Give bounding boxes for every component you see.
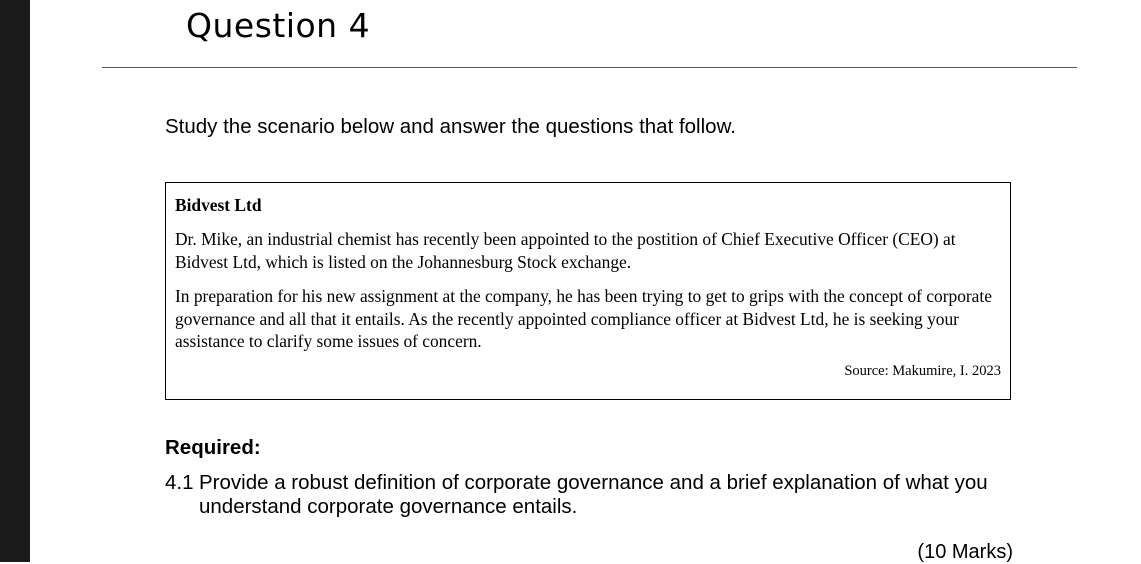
scenario-box — [165, 182, 1011, 400]
scenario-paragraph: Dr. Mike, an industrial chemist has recently been appointed to the postition of Chief Executive Officer (CEO) at Bidvest Ltd, which is listed on the Johannesburg Stock exchange. — [175, 229, 956, 272]
instruction-text: Study the scenario below and answer the questions that follow. — [165, 115, 736, 138]
question-item — [165, 471, 1025, 519]
required-heading: Required: — [165, 436, 261, 459]
marks-label: (10 Marks) — [917, 541, 1013, 563]
title-divider — [102, 67, 1077, 68]
scenario-title: Bidvest Ltd — [175, 195, 262, 215]
question-number: 4.1 — [165, 471, 194, 494]
scenario-paragraph: In preparation for his new assignment at the company, he has been trying to get to grips with the concept of corporate governance and all that it entails. As the recently appointed compliance officer at Bidvest Ltd, he is seeking your assistance to clarify some issues of concern. — [175, 286, 992, 351]
scenario-source: Source: Makumire, I. 2023 — [844, 363, 1001, 379]
question-text: Provide a robust definition of corporate governance and a brief explanation of what you understand corporate governance entails. — [199, 471, 988, 518]
question-title: Question 4 — [186, 6, 371, 45]
left-edge-bar — [0, 0, 30, 562]
